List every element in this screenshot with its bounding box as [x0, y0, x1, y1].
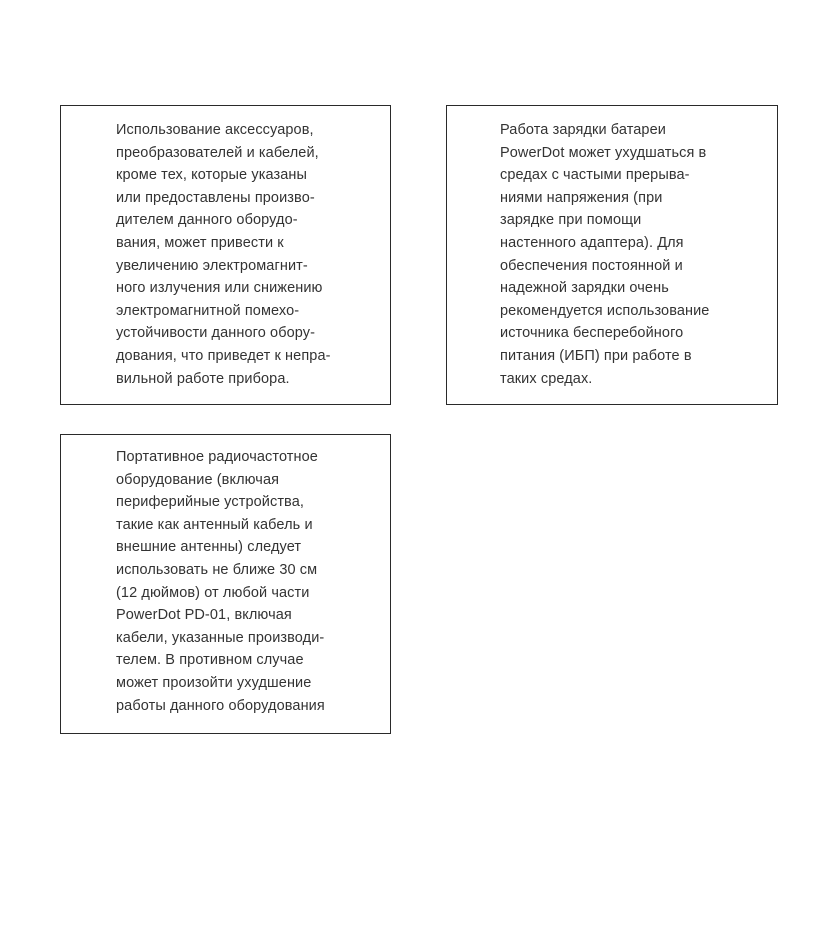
note-line: средах с частыми прерыва-: [500, 167, 690, 184]
note-line: PowerDot может ухудшаться в: [500, 144, 707, 161]
note-line: электромагнитной помехо-: [116, 302, 300, 319]
note-line: вания, может привести к: [116, 234, 284, 251]
note-line: внешние антенны) следует: [116, 539, 302, 556]
note-line: или предоставлены произво-: [116, 189, 315, 206]
note-line: питания (ИБП) при работе в: [500, 347, 692, 364]
note-line: такие как антенный кабель и: [116, 516, 313, 533]
note-line: PowerDot PD-01, включая: [116, 607, 292, 624]
note-line: телем. В противном случае: [116, 652, 304, 669]
note-line: Использование аксессуаров,: [116, 122, 314, 138]
note-line: увеличению электромагнит-: [116, 257, 308, 274]
note-line: преобразователей и кабелей,: [116, 144, 319, 161]
note-line: кабели, указанные производи-: [116, 629, 325, 646]
note-line: вильной работе прибора.: [116, 370, 290, 387]
note-text: [116, 119, 331, 390]
note-line: настенного адаптера). Для: [500, 234, 684, 251]
note-line: работы данного оборудования: [116, 697, 325, 714]
note-line: может произойти ухудшение: [116, 674, 312, 691]
note-line: Портативное радиочастотное: [116, 449, 318, 465]
note-line: рекомендуется использование: [500, 302, 710, 319]
note-line: оборудование (включая: [116, 471, 280, 488]
note-line: зарядке при помощи: [500, 212, 642, 229]
note-line: дителем данного оборудо-: [116, 212, 298, 229]
note-text: [116, 446, 325, 717]
note-line: использовать не ближе 30 см: [116, 561, 318, 578]
note-line: источника бесперебойного: [500, 325, 684, 342]
note-line: периферийные устройства,: [116, 494, 304, 511]
note-line: ного излучения или снижению: [116, 280, 323, 297]
note-line: обеспечения постоянной и: [500, 257, 683, 274]
note-box-accessories: [60, 105, 391, 405]
note-box-charging: [446, 105, 778, 405]
note-line: кроме тех, которые указаны: [116, 167, 307, 184]
note-line: (12 дюймов) от любой части: [116, 584, 310, 601]
note-line: надежной зарядки очень: [500, 280, 669, 297]
note-line: ниями напряжения (при: [500, 189, 663, 206]
note-text: [500, 119, 709, 390]
note-line: таких средах.: [500, 370, 593, 387]
note-line: устойчивости данного обору-: [116, 325, 316, 342]
note-line: дования, что приведет к непра-: [116, 347, 331, 364]
note-box-rf-equipment: [60, 434, 391, 734]
note-line: Работа зарядки батареи: [500, 122, 666, 138]
